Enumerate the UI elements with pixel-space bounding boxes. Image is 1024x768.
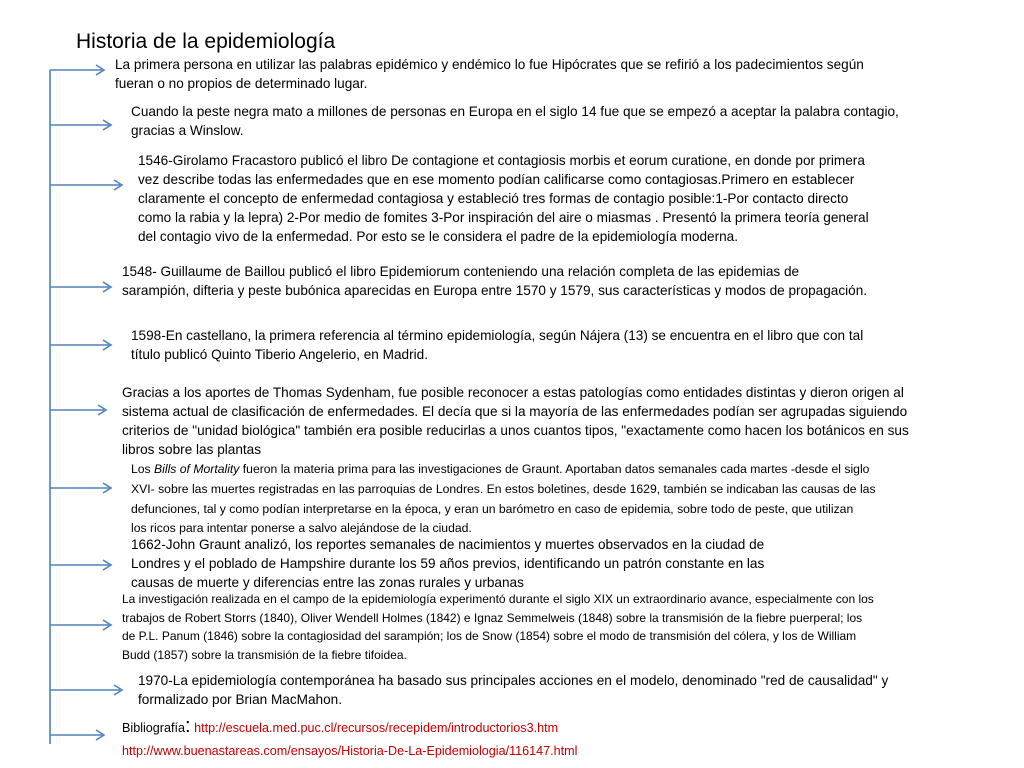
timeline-arrow-10	[50, 685, 122, 695]
entry-angelerio: 1598-En castellano, la primera referencia al término epidemiología, según Nájera (13) se encuentra en el libro que con tal título publicó Quinto Tiberio Angelerio, en Madrid.	[131, 328, 864, 362]
bibliography-link-1[interactable]: http://escuela.med.puc.cl/recursos/recepidem/introductorios3.htm	[194, 721, 559, 735]
entry-sydenham: Gracias a los aportes de Thomas Sydenham, fue posible reconocer a estas patologías como entidades distintas y dieron origen al sistema actual de clasificación de enfermedades. El decía que si la mayoría de las enfermedades podían ser agrupadas siguiendo criterios de "unidad biológica" también era posible reducirlas a unos cuantos tipos, "exactamente como hacen los botánicos en sus libros sobre las plantas	[122, 385, 909, 457]
bills-of-mortality-title: Bills of Mortality	[154, 462, 240, 476]
bills-text-after: fueron la materia prima para las investigaciones de Graunt. Aportaban datos semanales cada martes -desde el siglo XVI- sobre las muertes registradas en las parroquias de Londres. En estos boletines, desde 1629, también se indicaban las causas de las defunciones, tal y como podían interpretarse en la época, y eran un barómetro en caso de epidemia, sobre todo de peste, que utilizan los ricos para intentar ponerse a salvo alejándose de la ciudad.	[131, 462, 876, 536]
entry-bills-of-mortality	[131, 460, 876, 539]
entry-fracastoro: 1546-Girolamo Fracastoro publicó el libro De contagione et contagiosis morbis et eorum curatione, en donde por primera vez describe todas las enfermedades que en ese momento podían calificarse como contagiosas.Primero en establecer claramente el concepto de enfermedad contagiosa y estableció tres formas de contagio posible:1-Por contacto directo como la rabia y la lepra) 2-Por medio de fomites 3-Por inspiración del aire o miasmas . Presentó la primera teoría general del contagio vivo de la enfermedad. Por esto se le considera el padre de la epidemiología moderna.	[138, 153, 869, 244]
timeline-arrow-3	[50, 180, 122, 190]
entry-baillou: 1548- Guillaume de Baillou publicó el libro Epidemiorum conteniendo una relación completa de las epidemias de sarampión, difteria y peste bubónica aparecidas en Europa entre 1570 y 1579, sus características y modos de propagación.	[122, 264, 868, 298]
entry-macmahon: 1970-La epidemiología contemporánea ha basado sus principales acciones en el modelo, denominado "red de causalidad" y formalizado por Brian MacMahon.	[138, 673, 889, 707]
timeline-arrow-9	[50, 620, 111, 630]
timeline-arrow-2	[50, 120, 111, 130]
timeline-arrow-7	[50, 483, 111, 493]
entry-winslow: Cuando la peste negra mato a millones de personas en Europa en el siglo 14 fue que se empezó a aceptar la palabra contagio, gracias a Winslow.	[131, 104, 899, 138]
timeline-arrow-4	[50, 282, 111, 292]
timeline-arrow-11	[50, 730, 104, 740]
entry-graunt: 1662-John Graunt analizó, los reportes semanales de nacimientos y muertes observados en la ciudad de Londres y el poblado de Hampshire durante los 59 años previos, identificando un patrón constante en las causas de muerte y diferencias entre las zonas rurales y urbanas	[131, 537, 765, 590]
timeline-arrow-8	[50, 560, 111, 570]
entry-siglo-xix: La investigación realizada en el campo de la epidemiología experimentó durante el siglo XIX un extraordinario avance, especialmente con los trabajos de Robert Storrs (1840), Oliver Wendell Holmes (1842) e Ignaz Semmelweis (1848) sobre la transmisión de la fiebre puerperal; los de P.L. Panum (1846) sobre la contagiosidad del sarampión; los de Snow (1854) sobre el modo de transmisión del cólera, y los de William Budd (1857) sobre la transmisión de la fiebre tifoidea.	[122, 592, 874, 662]
bills-text-before: Los	[131, 462, 155, 476]
page-title: Historia de la epidemiología	[76, 30, 336, 53]
bibliography	[122, 716, 577, 763]
bibliography-colon: :	[185, 715, 191, 737]
timeline-arrow-1	[50, 65, 104, 75]
bibliography-label: Bibliografía	[122, 721, 186, 735]
timeline-arrow-5	[50, 340, 111, 350]
timeline-arrow-6	[50, 405, 106, 415]
bibliography-link-2[interactable]: http://www.buenastareas.com/ensayos/Historia-De-La-Epidemiologia/116147.html	[122, 744, 578, 758]
entry-hipocrates: La primera persona en utilizar las palabras epidémico y endémico lo fue Hipócrates que se refirió a los padecimientos según fueran o no propios de determinado lugar.	[115, 57, 864, 91]
